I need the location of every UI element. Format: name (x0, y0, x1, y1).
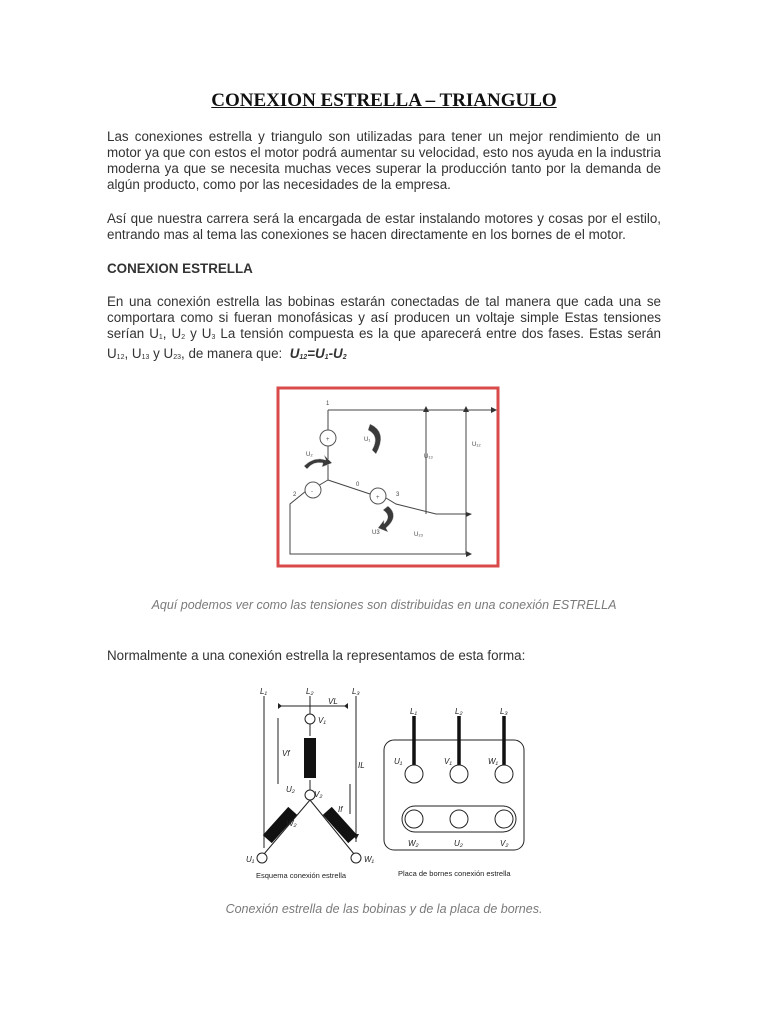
voltage-u2-label: U₂ (306, 452, 313, 458)
node-label-1: 1 (326, 401, 330, 407)
vf-label: Vf (282, 749, 290, 758)
voltage-u1-label: U₁ (364, 437, 371, 443)
star-voltage-diagram (276, 386, 500, 568)
line-l2-label: L₂ (306, 687, 314, 696)
plate-v2-label: V₂ (500, 839, 509, 848)
page-title: CONEXION ESTRELLA – TRIANGULO (211, 90, 557, 111)
diagram-border (278, 388, 498, 566)
neutral-label: 0 (356, 482, 360, 488)
intro-paragraph: Las conexiones estrella y triangulo son utilizadas para tener un mejor rendimiento de un motor ya que con estos el motor podrá aumentar su velocidad, esto nos ayuda en la industria moderna ya que se necesita muchas veces superar la producción tanto por la demanda de algún producto, como por las necesidades de la empresa. (107, 129, 661, 192)
voltage-u13-label: U₁₃ (424, 454, 433, 460)
terminal-u2-label: U₂ (286, 785, 295, 794)
representation-text: Normalmente a una conexión estrella la representamos de esta forma: (107, 648, 526, 663)
plate-l1-label: L₁ (410, 707, 417, 716)
line-l1-label: L₁ (260, 687, 267, 696)
star-schema-and-plate-diagram (238, 684, 538, 884)
svg-text:+: + (326, 437, 330, 443)
terminal-u1-label: U₁ (246, 855, 255, 864)
phase-w2-label: W₂ (286, 819, 297, 828)
terminal-v2-label: V₂ (314, 790, 323, 799)
il-label: IL (358, 761, 365, 770)
svg-text:-: - (311, 489, 313, 495)
figure1-caption: Aquí podemos ver como las tensiones son distribuidas en una conexión ESTRELLA (151, 598, 617, 612)
voltage-u3-label: U3 (372, 530, 380, 536)
node-label-2: 2 (293, 492, 297, 498)
terminal-w1-label: W₁ (364, 855, 375, 864)
star-paragraph: En una conexión estrella las bobinas estarán conectadas de tal manera que cada una se comportara como si fueran monofásicas y así producen un voltaje simple Estas tensiones serían $U_1$, $U_2$ y $U_3$ La tensión compuesta es la que aparecerá entre dos fases. Estas serán $U_{12}$, $U_{13}$ y $U_{23}$, de manera que: $U_{12}=U_1-U_2$ (107, 294, 662, 361)
schema-caption: Esquema conexión estrella (256, 871, 347, 880)
line-l3-label: L₃ (352, 687, 360, 696)
plate-v1-label: V₁ (444, 757, 452, 766)
node-label-3: 3 (396, 492, 400, 498)
figure2-caption: Conexión estrella de las bobinas y de la placa de bornes. (225, 902, 543, 916)
voltage-u12-label: U₁₂ (472, 442, 481, 448)
plate-w2-label: W₂ (408, 839, 419, 848)
plate-l3-label: L₃ (500, 707, 508, 716)
vl-label: VL (328, 697, 338, 706)
voltage-u23-label: U₂₃ (414, 532, 424, 538)
plate-w1-label: W₁ (488, 757, 499, 766)
plate-u2-label: U₂ (454, 839, 463, 848)
if-label: If (338, 805, 343, 814)
second-paragraph: Así que nuestra carrera será la encargada de estar instalando motores y cosas por el estilo, entrando mas al tema las conexiones se hacen directamente en los bornes de el motor. (107, 211, 661, 242)
terminal-v1-label: V₁ (318, 716, 326, 725)
section-heading-estrella: CONEXION ESTRELLA (107, 261, 253, 276)
plate-caption: Placa de bornes conexión estrella (398, 869, 511, 878)
svg-text:+: + (376, 495, 380, 501)
voltage-equation: $U_{12}=U_1-U_2$ (289, 346, 347, 361)
plate-l2-label: L₂ (455, 707, 463, 716)
plate-u1-label: U₁ (394, 757, 403, 766)
